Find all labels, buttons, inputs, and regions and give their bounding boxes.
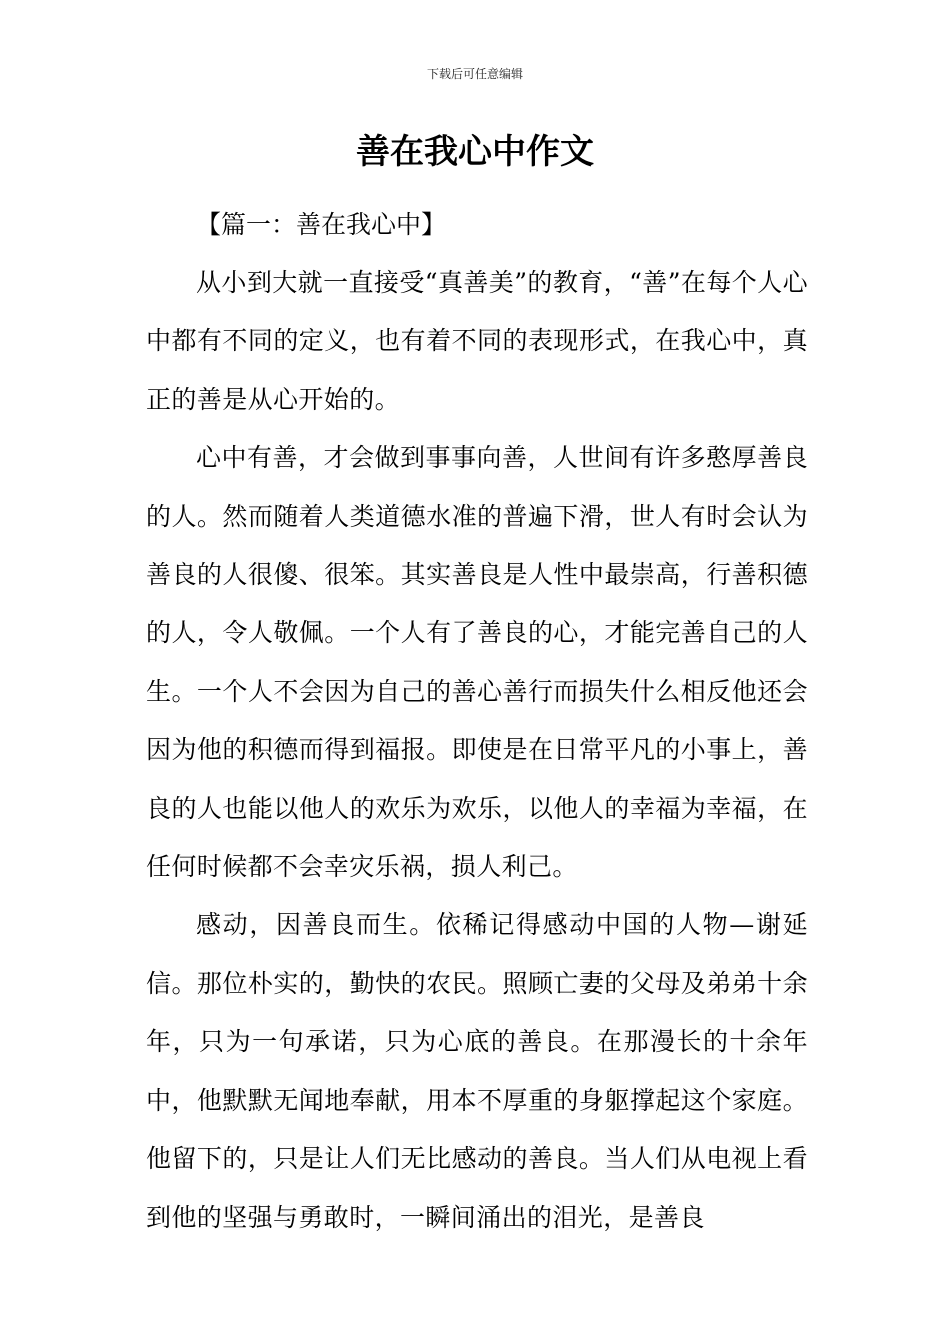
paragraph-2: 心中有善，才会做到事事向善，人世间有许多憨厚善良的人。然而随着人类道德水准的普遍下滑，世人有时会认为善良的人很傻、很笨。其实善良是人性中最崇高，行善积德的人，令人敬佩。一个人有了善良的心，才能完善自己的人生。一个人不会因为自己的善心善行而损失什么相反他还会因为他的积德而得到福报。即使是在日常平凡的小事上，善良的人也能以他人的欢乐为欢乐，以他人的幸福为幸福，在任何时候都不会幸灾乐祸，损人利己。: [146, 443, 808, 882]
paragraph-1: 从小到大就一直接受“真善美”的教育，“善”在每个人心中都有不同的定义，也有着不同的表现形式，在我心中，真正的善是从心开始的。: [146, 268, 808, 414]
document-body: [146, 196, 808, 1247]
header-note: 下载后可任意编辑: [426, 67, 523, 81]
section-heading: 【篇一：善在我心中】: [196, 210, 447, 239]
document-title: 善在我心中作文: [356, 132, 594, 172]
paragraph-3: 感动，因善良而生。依稀记得感动中国的人物—谢延信。那位朴实的，勤快的农民。照顾亡妻的父母及弟弟十余年，只为一句承诺，只为心底的善良。在那漫长的十余年中，他默默无闻地奉献，用本不厚重的身躯撑起这个家庭。他留下的，只是让人们无比感动的善良。当人们从电视上看到他的坚强与勇敢时，一瞬间涌出的泪光，是善良: [146, 910, 808, 1232]
